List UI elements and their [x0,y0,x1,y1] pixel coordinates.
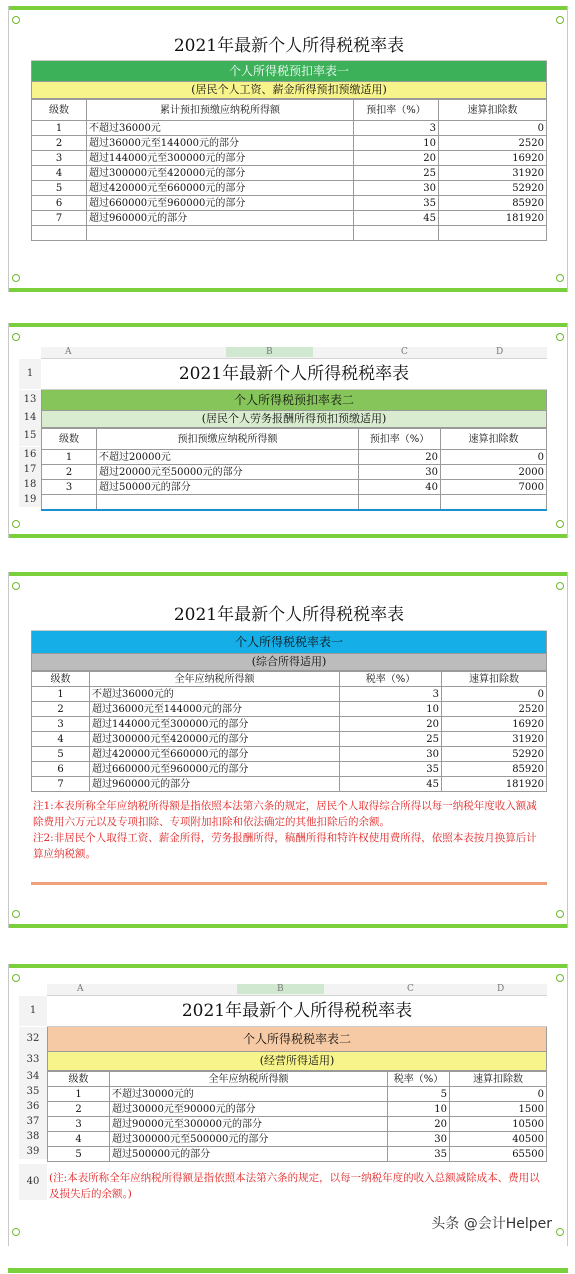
row-number: 35 [19,1084,47,1099]
col-letter: C [401,347,408,357]
header-cell: 级数 [48,1072,110,1087]
level-cell: 1 [32,687,90,702]
header-cell: 全年应纳税所得额 [90,672,340,687]
table-row [42,480,547,495]
table-row [42,450,547,465]
rate-cell: 20 [340,717,442,732]
table-row [48,1102,547,1117]
rate-table [41,428,547,511]
table-row [32,777,547,792]
corner-dot [556,582,564,590]
row-number: 19 [19,492,41,507]
level-cell: 5 [48,1147,110,1162]
income-cell: 不超过36000元 [87,121,354,136]
table-row [32,166,547,181]
header-cell: 速算扣除数 [442,672,547,687]
deduction-cell: 16920 [442,717,547,732]
row-number: 14 [19,410,41,426]
rate-cell: 10 [340,702,442,717]
corner-dot [556,974,564,982]
table-subtitle: (综合所得适用) [31,654,547,671]
level-cell: 6 [32,762,90,777]
corner-dot [556,333,564,341]
rate-cell: 30 [359,465,441,480]
level-cell: 4 [32,166,87,181]
income-cell: 超过420000元至660000元的部分 [90,747,340,762]
sheet-title: 2021年最新个人所得税税率表 [41,359,547,390]
col-letter: A [77,984,84,994]
table-row [32,181,547,196]
table-row [32,151,547,166]
column-header-bar [41,347,547,359]
header-cell: 税率（%） [340,672,442,687]
level-cell: 2 [32,702,90,717]
rate-cell: 35 [388,1147,450,1162]
corner-dot [12,582,20,590]
income-cell: 超过144000元至300000元的部分 [87,151,354,166]
empty-row [42,495,547,511]
deduction-cell: 181920 [442,777,547,792]
table-header-row [32,672,547,687]
rate-cell: 35 [354,196,439,211]
income-cell: 超过144000元至300000元的部分 [90,717,340,732]
table-row [32,702,547,717]
header-cell: 速算扣除数 [450,1072,547,1087]
rate-cell: 5 [388,1087,450,1102]
sheet-title: 2021年最新个人所得税税率表 [31,32,547,61]
row-number: 15 [19,426,41,446]
row-number: 39 [19,1144,47,1159]
income-cell: 不超过20000元 [97,450,359,465]
deduction-cell: 0 [450,1087,547,1102]
corner-dot [12,910,20,918]
level-cell: 1 [48,1087,110,1102]
level-cell: 2 [42,465,97,480]
level-cell: 3 [32,151,87,166]
rate-cell: 20 [388,1117,450,1132]
corner-dot [556,1228,564,1236]
rate-cell: 30 [354,181,439,196]
income-cell: 超过36000元至144000元的部分 [90,702,340,717]
income-cell: 超过90000元至300000元的部分 [110,1117,388,1132]
table-row [48,1087,547,1102]
level-cell: 1 [32,121,87,136]
header-cell: 级数 [32,100,87,121]
corner-dot [12,16,20,24]
income-cell: 超过300000元至500000元的部分 [110,1132,388,1147]
table-row [32,196,547,211]
income-cell: 超过500000元的部分 [110,1147,388,1162]
level-cell: 7 [32,211,87,226]
level-cell: 4 [32,732,90,747]
rate-cell: 10 [388,1102,450,1117]
row-number: 13 [19,390,41,410]
col-letter: B [237,984,324,994]
rate-cell: 35 [340,762,442,777]
deduction-cell: 0 [439,121,547,136]
income-cell: 超过960000元的部分 [87,211,354,226]
header-cell: 级数 [32,672,90,687]
table-row [32,762,547,777]
rate-cell: 20 [359,450,441,465]
income-cell: 超过960000元的部分 [90,777,340,792]
level-cell: 3 [32,717,90,732]
table-bar-title: 个人所得税税率表二 [47,1027,547,1052]
corner-dot [12,274,20,282]
deduction-cell: 7000 [441,480,547,495]
rate-cell: 30 [388,1132,450,1147]
header-cell: 速算扣除数 [439,100,547,121]
rate-cell: 30 [340,747,442,762]
income-cell: 不超过36000元的 [90,687,340,702]
table-header-row [48,1072,547,1087]
table-row [32,732,547,747]
header-cell: 速算扣除数 [441,429,547,450]
income-cell: 超过420000元至660000元的部分 [87,181,354,196]
footnote-block [31,792,547,885]
level-cell: 5 [32,181,87,196]
col-letter: C [407,984,414,994]
col-letter: D [497,984,505,994]
rate-cell: 3 [340,687,442,702]
row-number: 1 [19,359,41,389]
deduction-cell: 52920 [439,181,547,196]
deduction-cell: 65500 [450,1147,547,1162]
table-row [32,136,547,151]
deduction-cell: 10500 [450,1117,547,1132]
row-number: 40 [19,1164,47,1200]
table-row [32,121,547,136]
income-cell: 超过660000元至960000元的部分 [87,196,354,211]
row-number: 18 [19,477,41,492]
table-row [48,1117,547,1132]
deduction-cell: 31920 [442,732,547,747]
col-letter: A [65,347,72,357]
corner-dot [12,520,20,528]
table-row [32,747,547,762]
rate-cell: 3 [354,121,439,136]
table-row [32,687,547,702]
table-subtitle: (居民个人劳务报酬所得预扣预缴适用) [41,411,547,428]
footnote-1: 注1:本表所称全年应纳税所得额是指依照本法第六条的规定，居民个人取得综合所得以每一纳税年度收入额减除费用六万元以及专项扣除、专项附加扣除和依法确定的其他扣除后的余额。 [33,800,537,828]
rate-cell: 10 [354,136,439,151]
rate-table [31,99,547,241]
level-cell: 2 [32,136,87,151]
deduction-cell: 85920 [439,196,547,211]
sheet-title: 2021年最新个人所得税税率表 [47,996,547,1027]
deduction-cell: 16920 [439,151,547,166]
header-cell: 税率（%） [388,1072,450,1087]
deduction-cell: 2000 [441,465,547,480]
rate-table [47,1071,547,1162]
header-cell: 累计预扣预缴应纳税所得额 [87,100,354,121]
rate-cell: 25 [340,732,442,747]
income-cell: 超过660000元至960000元的部分 [90,762,340,777]
level-cell: 2 [48,1102,110,1117]
income-cell: 超过300000元至420000元的部分 [90,732,340,747]
row-number: 34 [19,1069,47,1084]
row-number: 17 [19,462,41,477]
corner-dot [556,16,564,24]
corner-dot [12,333,20,341]
level-cell: 1 [42,450,97,465]
deduction-cell: 85920 [442,762,547,777]
deduction-cell: 0 [441,450,547,465]
rate-cell: 45 [354,211,439,226]
footnote-2: 注2:非居民个人取得工资、薪金所得，劳务报酬所得，稿酬所得和特许权使用费所得，依照本表按月换算后计算应纳税额。 [33,832,537,860]
col-letter: D [496,347,504,357]
row-number: 36 [19,1099,47,1114]
income-cell: 不超过30000元的 [110,1087,388,1102]
spreadsheet-3 [31,600,547,885]
row-number: 1 [19,996,47,1026]
income-cell: 超过36000元至144000元的部分 [87,136,354,151]
column-header-bar [47,984,547,996]
rate-cell: 25 [354,166,439,181]
row-number: 37 [19,1114,47,1129]
level-cell: 3 [48,1117,110,1132]
empty-row [32,226,547,241]
corner-dot [12,1228,20,1236]
watermark-logo: 头条 @会计Helper [428,1212,555,1234]
table-header-row [42,429,547,450]
deduction-cell: 40500 [450,1132,547,1147]
level-cell: 5 [32,747,90,762]
income-cell: 超过20000元至50000元的部分 [97,465,359,480]
rate-cell: 40 [359,480,441,495]
level-cell: 3 [42,480,97,495]
header-cell: 预扣预缴应纳税所得额 [97,429,359,450]
card-table-1 [8,6,568,292]
income-cell: 超过50000元的部分 [97,480,359,495]
level-cell: 6 [32,196,87,211]
table-header-row [32,100,547,121]
bottom-green-bar [8,1268,568,1273]
corner-dot [556,910,564,918]
deduction-cell: 2520 [439,136,547,151]
deduction-cell: 31920 [439,166,547,181]
deduction-cell: 52920 [442,747,547,762]
spreadsheet-4 [26,984,547,1208]
table-subtitle: (居民个人工资、薪金所得预扣预缴适用) [31,82,547,99]
footnote-block [47,1162,547,1208]
table-row [48,1147,547,1162]
row-number: 33 [19,1051,47,1069]
level-cell: 7 [32,777,90,792]
deduction-cell: 2520 [442,702,547,717]
col-letter: B [226,347,313,357]
footnote-1: (注:本表所称全年应纳税所得额是指依照本法第六条的规定，以每一纳税年度的收入总额减除成本、费用以及损失后的余额。) [49,1172,540,1200]
income-cell: 超过30000元至90000元的部分 [110,1102,388,1117]
row-number: 16 [19,447,41,462]
level-cell: 4 [48,1132,110,1147]
corner-dot [12,974,20,982]
spreadsheet-1 [31,32,547,241]
card-table-2 [8,323,568,538]
row-number: 32 [19,1027,47,1051]
rate-cell: 20 [354,151,439,166]
income-cell: 超过300000元至420000元的部分 [87,166,354,181]
table-row [42,465,547,480]
deduction-cell: 181920 [439,211,547,226]
deduction-cell: 0 [442,687,547,702]
table-bar-title: 个人所得税预扣率表二 [41,390,547,411]
spreadsheet-2 [23,347,547,511]
sheet-title: 2021年最新个人所得税税率表 [31,600,547,631]
table-row [32,211,547,226]
deduction-cell: 1500 [450,1102,547,1117]
header-cell: 全年应纳税所得额 [110,1072,388,1087]
rate-cell: 45 [340,777,442,792]
table-bar-title: 个人所得税预扣率表一 [31,61,547,82]
header-cell: 预扣率（%） [359,429,441,450]
header-cell: 级数 [42,429,97,450]
corner-dot [556,274,564,282]
card-table-3 [8,572,568,928]
table-row [32,717,547,732]
row-number: 38 [19,1129,47,1144]
corner-dot [556,520,564,528]
table-bar-title: 个人所得税税率表一 [31,631,547,654]
card-table-4 [8,964,568,1246]
table-row [48,1132,547,1147]
rate-table [31,671,547,792]
header-cell: 预扣率（%） [354,100,439,121]
table-subtitle: (经营所得适用) [47,1052,547,1071]
